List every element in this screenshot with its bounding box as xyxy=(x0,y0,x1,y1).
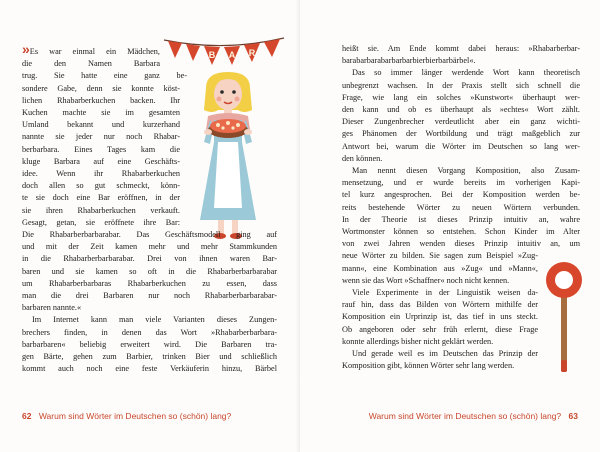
running-title: Warum sind Wörter im Deutschen so (schön) lang? xyxy=(38,411,232,421)
text-line: idee. Wenn ihr Rhabarberkuchen xyxy=(22,169,180,179)
text-line: doch allen so gut schmeckt, könn- xyxy=(22,181,180,191)
text-line: brechers finden, in denen das Wort »Rhabarberbarbara- xyxy=(22,327,277,337)
text-line: Frage, wie lang ein solches »Kunstwort« überhaupt wer- xyxy=(342,92,580,102)
text-line: Gesagt, getan, sie eröffnete ihre Bar: xyxy=(22,217,180,227)
text-line: Im Internet kann man viele Varianten dieses Zungen- xyxy=(32,315,277,325)
text-line: Kuchen machte sie im gesamten xyxy=(22,108,180,118)
text-line: mensetzung, und er wurde bereits im vorherigen Kapi- xyxy=(342,178,580,188)
banner-letter-r: R xyxy=(248,48,256,58)
text-line: Man nennt diesen Vorgang Komposition, also Zusam- xyxy=(352,166,580,176)
text-line: Viele Experimente in der Linguistik weisen da- xyxy=(352,288,538,298)
text-line: sondere Gabe, denn sie konnte köst- xyxy=(22,83,180,93)
left-body-text xyxy=(22,43,277,375)
text-line: Komposition gibt, können Wörter sehr lang werden. xyxy=(342,361,515,371)
text-line: barbaren nannte.« xyxy=(22,303,82,313)
initial-letter: E xyxy=(29,47,35,56)
text-line: berbarbara. Eines Tages kam die xyxy=(22,144,180,154)
text-line: den kann und ob es überhaupt als »echtes« Wort zählt. xyxy=(342,105,580,115)
text-line: te sie doch eine Bar eröffnen, in der xyxy=(22,193,180,203)
right-footer xyxy=(369,411,578,421)
text-line: konnte allerdings bisher nicht geklärt werden. xyxy=(342,336,494,346)
text-line: den können. xyxy=(342,153,383,163)
text-line: Dieser Zungenbrecher verdeutlicht aber ein ganz wichti- xyxy=(342,117,580,127)
text-line: barabarbarabarbarbarbierbierbarbärbel«. xyxy=(342,56,476,66)
text-line: und mit der Zeit kamen mehr und mehr Stammkunden xyxy=(22,242,277,252)
text-line: lichen Rhabarberkuchen backen. Ihr xyxy=(22,95,180,105)
text-line: von zwei Jahren wenden dieses Prinzip intuitiv an, um xyxy=(342,239,580,249)
text-line: Wortmonster können so entstehen. Schon Kinder im Alter xyxy=(342,227,580,237)
first-line: »Es war einmal ein Mädchen, xyxy=(22,43,160,57)
text-line: baren und sie kamen so oft in die Rhabarberbarbarabar xyxy=(22,266,277,276)
text-line: Umland bekannt und kurzerhand xyxy=(22,120,180,130)
text-line: Ob angeboren oder sehr früh erlernt, diese Frage xyxy=(342,324,538,334)
text-line: Antwort bei, warum die Wörter im Deutschen so lang wer- xyxy=(342,141,580,151)
text-line: ges Phänomen der Wortbildung und trägt maßgeblich zur xyxy=(342,129,580,139)
text-line: kluge Barbara auf eine Geschäfts- xyxy=(22,156,180,166)
page-number: 63 xyxy=(568,411,578,421)
left-footer xyxy=(22,411,231,421)
text-line: wenn sie das Wort »Schaffner« noch nicht kennen. xyxy=(342,275,510,285)
text-line: man die drei Barbaren nur noch Rhabarberbarbarabar- xyxy=(22,291,277,301)
text-line: Das so immer länger werdende Wort kann theoretisch xyxy=(352,68,580,78)
text-line: sie ihren Rhabarberkuchen verkauft. xyxy=(22,205,180,215)
signal-paddle-illustration xyxy=(544,260,584,380)
text-line: rauf hin, dass das Bilden von Wörtern mithilfe der xyxy=(342,300,538,310)
text-line: unbegrenzt wachsen. In der Praxis stellt sich schnell die xyxy=(342,80,580,90)
text-line: barbarbaren« beliebig erweitert wird. Die Barbaren tra- xyxy=(22,339,277,349)
text-line: kommt auch noch eine feste Verkäuferin hinzu, Bärbel xyxy=(22,364,277,374)
text-line: reits bestehende Wörter zu neuen Wörtern verbunden. xyxy=(342,202,580,212)
text-line: Und gerade weil es im Deutschen das Prinzip der xyxy=(352,349,538,359)
text-line: um Rhabarberbarbaras Rhabarberkuchen zu essen, dass xyxy=(22,278,277,288)
text-line: trug. Sie hatte eine ganz be- xyxy=(22,71,187,81)
opening-quote-mark: » xyxy=(22,43,30,57)
text-line: nannte sie jeder nur noch Rhabar- xyxy=(22,132,180,142)
text-line: neue Wörter zu bilden. Sie sagen zum Beispiel »Zug- xyxy=(342,251,538,261)
text-line: mann«, eine Kombination aus »Zug« und »Mann«, xyxy=(342,263,538,273)
page-number: 62 xyxy=(22,411,32,421)
text-line: in die Rhabarberbarbarabar. Drei von ihnen waren Bar- xyxy=(22,254,277,264)
text-line: Die Rhabarberbarbarabar. Das Geschäftsmodell ging auf xyxy=(22,230,277,240)
running-title: Warum sind Wörter im Deutschen so (schön) lang? xyxy=(368,411,562,421)
text-line: die den Namen Barbara xyxy=(22,59,160,69)
text-line: In der Theorie ist dieses Prinzip intuitiv an, wahre xyxy=(342,214,580,224)
text-line: tel kurz angesprochen. Bei der Komposition werden be- xyxy=(342,190,580,200)
right-page xyxy=(300,0,600,452)
text-line: Komposition ein Urprinzip ist, das tief in uns steckt. xyxy=(342,312,538,322)
banner-letter-a: A xyxy=(228,50,236,60)
banner-letter-b: B xyxy=(208,50,216,60)
text-line: gen Bärte, gehen zum Barbier, trinken Bier und schließlich xyxy=(22,352,277,362)
text-line: heißt sie. Am Ende kommt dabei heraus: »Rhabarberbar- xyxy=(342,44,580,53)
